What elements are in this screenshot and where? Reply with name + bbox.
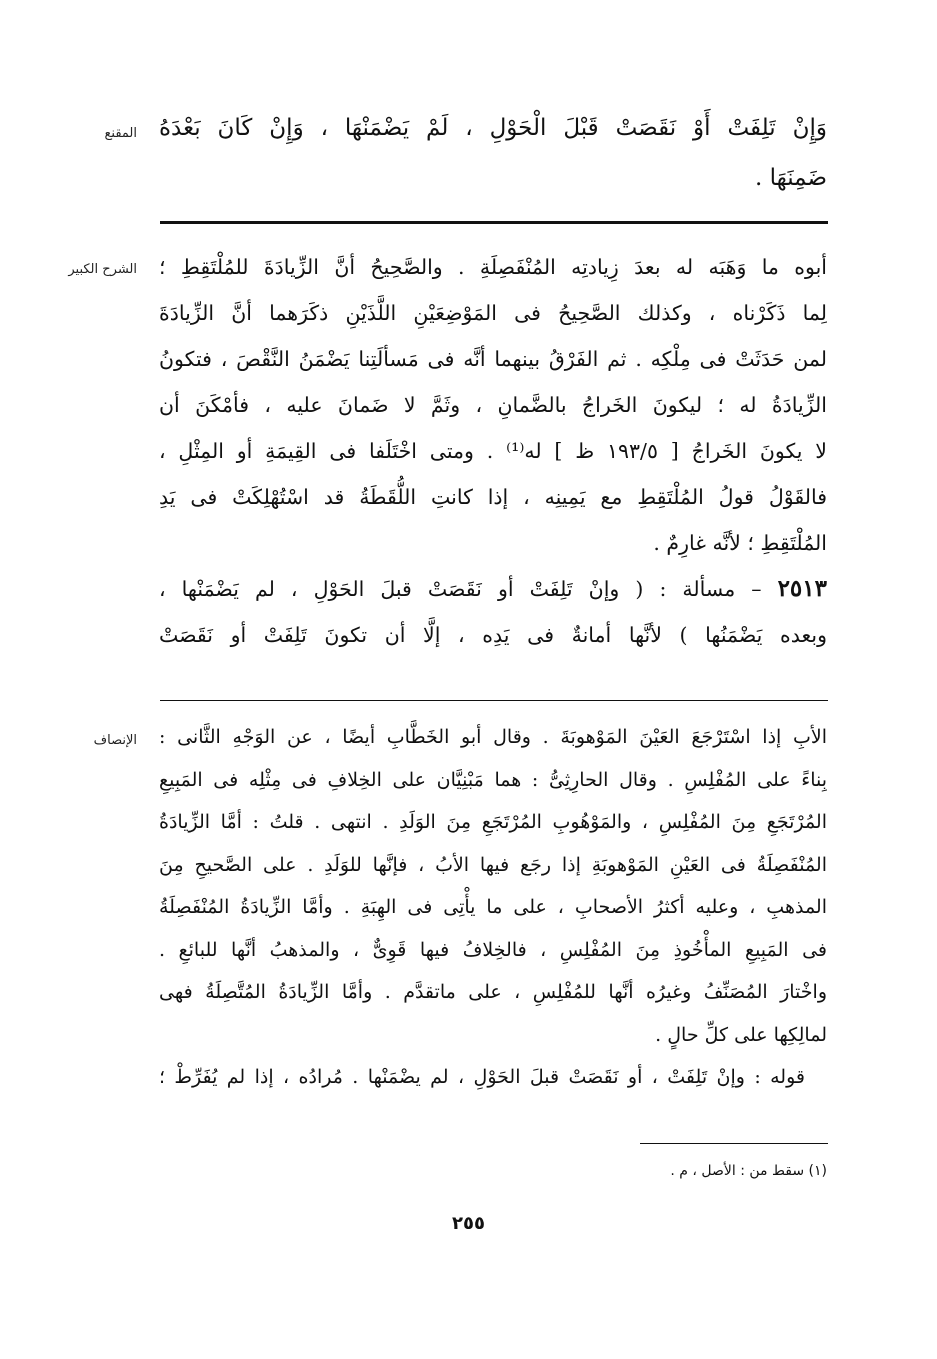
insaf-line-7: واخْتارَ المُصَنِّفُ وغيرُه أنَّها للمُفْلِسِ ، على ماتقدَّم . وأمَّا الزِّيادَةُ المُتَّصِلَةُ فهى [159, 981, 827, 1003]
sharh-line-6: فالقَوْلُ قولُ المُلْتَقِطِ مع يَمِينِه ، إذا كانتِ اللُّقَطَةُ قد اسْتُهْلِكَتْ فى يَدِ [159, 485, 827, 509]
sharh-line-3: لمن حَدَثَتْ فى مِلْكِه . ثم الفَرْقُ بينهما أنَّه فى مَسألَتِنا يَضْمَنُ النَّقْصَ ، فتكونُ [159, 347, 827, 371]
section-sharh [159, 244, 827, 658]
sharh-line-last: وبعده يَضْمَنُها ) لأنَّها أمانةٌ فى يَدِه ، إلَّا أن تكونَ تَلِفَتْ أو نَقَصَتْ [159, 623, 827, 647]
footnote-divider [640, 1143, 828, 1144]
page-number: ٢٥٥ [452, 1213, 485, 1234]
insaf-paragraph-2: قوله : وإنْ تَلِفَتْ ، أو نَقَصَتْ قبلَ الحَوْلِ ، لم يضْمَنْها . مُرادُه ، إذا لم يُفَرِّطْ ؛ [159, 1066, 805, 1088]
divider-thin [160, 700, 828, 701]
insaf-line-2: بِناءً على المُفْلِسِ . وقال الحارِثِىُّ : هما مَبْنِيَّان على الخِلافِ فى مِثْلِه فى المَبِيعِ [159, 768, 827, 791]
sharh-issue-line [159, 566, 827, 612]
footnote: (١) سقط من : الأصل ، م . [670, 1163, 827, 1179]
issue-line-text: – مسألة : ( وإنْ تَلِفَتْ أو نَقَصَتْ قبلَ الحَوْلِ ، لم يَضْمَنْها ، [159, 577, 762, 601]
muqni-line-1: وَإِنْ تَلِفَتْ أَوْ نَقَصَتْ قَبْلَ الْحَوْلِ ، لَمْ يَضْمَنْهَا ، وَإِنْ كَانَ بَعْدَهُ [159, 115, 827, 141]
section-label-insaf: الإنصاف [93, 733, 137, 748]
insaf-line-3: المُرْتَجَعِ مِنَ المُفْلِسِ ، والمَوْهُوبِ المُرْتَجَعِ مِنَ الوَلَدِ . انتهى . قلتُ : أمَّا الزِّيادَةُ [159, 811, 827, 833]
insaf-line-4: المُنْفَصِلَةُ فى العَيْنِ المَوْهوبَةِ إذا رجَع فيها الأبُ ، فإنَّها للوَلَدِ . على الصَّحيحِ مِنَ [159, 853, 827, 876]
section-label-muqni: المقنع [104, 126, 137, 141]
section-insaf [159, 716, 827, 1099]
insaf-line-6: فى المَبِيعِ المأْخُوذِ مِنَ المُفْلِسِ ، فالخِلافُ فيها قَوِىٌّ ، والمذهبُ أنَّها للبائعِ . [159, 938, 827, 961]
insaf-line-8: لمالِكِها على كلِّ حالٍ . [655, 1023, 827, 1046]
sharh-line-7: المُلْتَقِطِ ؛ لأنَّه غارِمٌ . [653, 531, 827, 555]
sharh-line-1: أبوه ما وَهَبَه له بعدَ زِيادتِه المُنْفَصِلَةِ . والصَّحِيحُ أنَّ الزِّيادَةَ للمُلْتَقِطِ ؛ [159, 255, 827, 279]
section-muqni [159, 103, 827, 203]
section-label-sharh: الشرح الكبير [68, 262, 137, 277]
muqni-line-2: ضَمِنَهَا . [755, 165, 827, 191]
insaf-line-1: الأبِ إذا اسْتَرْجَعَ العَيْنَ المَوْهوبَةَ . وقال أبو الخَطَّابِ أيضًا ، عن الوَجْهِ الثَّانى : [159, 726, 827, 748]
issue-number: ٢٥١٣ [777, 575, 827, 602]
sharh-line-5: لا يكونَ الخَراجُ [ ١٩٣/٥ ظ ] له⁽¹⁾ . ومتى اخْتَلَفا فى القِيمَةِ أو المِثْلِ ، [159, 439, 827, 463]
sharh-line-2: لِما ذَكَرْناه ، وكذلك الصَّحِيحُ فى المَوْضِعَيْنِ اللَّذَيْنِ ذكَرَهما أنَّ الزِّيادَةَ [159, 301, 827, 325]
divider-thick [160, 221, 828, 224]
insaf-line-5: المذهبِ ، وعليه أكثرُ الأصحابِ ، على ما يأْتِى فى الهِبَةِ . وأمَّا الزِّيادَةُ المُنْفَصِلَةُ [159, 896, 827, 918]
sharh-line-4: الزِّيادَةُ له ؛ ليكونَ الخَراجُ بالضَّمانِ ، وثَمَّ لا ضَمانَ عليه ، فأمْكَنَ أن [159, 393, 827, 417]
